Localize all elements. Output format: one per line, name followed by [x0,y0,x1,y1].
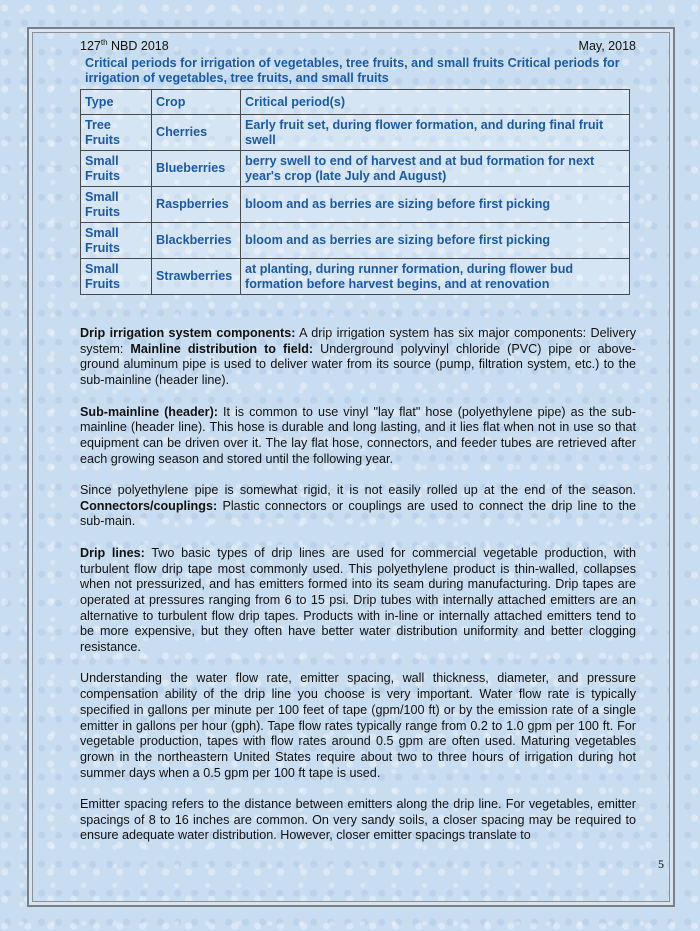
cell-period: Early fruit set, during flower formation, and during final fruit swell [241,115,630,151]
running-header [80,38,636,54]
cell-type: Small Fruits [81,259,152,295]
cell-period: berry swell to end of harvest and at bud formation for next year's crop (late July and August) [241,151,630,187]
cell-type: Small Fruits [81,187,152,223]
col-header-period: Critical period(s) [241,90,630,115]
header-issue-suffix: th [100,37,108,47]
paragraph-connectors [80,483,636,530]
cell-type: Small Fruits [81,223,152,259]
cell-crop: Blackberries [152,223,241,259]
cell-crop: Cherries [152,115,241,151]
cell-period: bloom and as berries are sizing before first picking [241,187,630,223]
cell-period: at planting, during runner formation, during flower bud formation before harvest begins, and at renovation [241,259,630,295]
heading-submainline: Sub-mainline (header): [80,404,218,419]
heading-driplines: Drip lines: [80,545,145,560]
text-submainline: It is common to use vinyl "lay flat" hose (polyethylene pipe) as the sub-mainline (header line). This hose is durable and long lasting, and it lies flat when not in use so that equipment can be driven over it. The lay flat hose, connectors, and feeder tubes are retrieved after each growing season and stored until the following year. [80,404,636,466]
paragraph-emitter-spacing: Emitter spacing refers to the distance between emitters along the drip line. For vegetables, emitter spacings of 8 to 16 inches are common. On very sandy soils, a closer spacing may be required to ensure adequate water distribution. However, closer emitter spacings translate to [80,797,636,843]
cell-type: Tree Fruits [81,115,152,151]
text-driplines: Two basic types of drip lines are used for commercial vegetable production, with turbulent flow drip tape most commonly used. This polyethylene product is thin-walled, collapses when not pressurized, and has emitters formed into its seam during manufacturing. Drip tapes are operated at pressures ranging from 6 to 15 psi. Drip tubes with internally attached emitters are an alternative to turbulent flow drip tapes. Products with in-line or internally attached emitters tend to be more expensive, but they often have better water distribution uniformity and better clogging resistance. [80,545,636,655]
cell-type: Small Fruits [81,151,152,187]
table-row [81,223,630,259]
paragraph-driplines [80,546,636,656]
document-page [80,38,636,860]
col-header-type: Type [81,90,152,115]
heading-connectors: Connectors/couplings: [80,498,218,513]
paragraph-components [80,326,636,389]
table-row [81,115,630,151]
header-issue-number: 127 [80,39,101,53]
body-text [80,326,636,844]
table-row [81,151,630,187]
heading-mainline: Mainline distribution to field: [130,341,314,356]
table-row [81,187,630,223]
text-components: A drip irrigation system has six major components: Delivery system: [80,326,636,356]
heading-components: Drip irrigation system components: [80,326,296,340]
header-publication: NBD 2018 [107,39,169,53]
paragraph-submainline [80,405,636,468]
paragraph-flowrate: Understanding the water flow rate, emitter spacing, wall thickness, diameter, and pressure compensation ability of the drip line you choose is very important. Water flow rate is typically specified in gallons per minute per 100 feet of tape (gpm/100 ft) or by the emission rate of a single emitter in gallons per hour (gph). Tape flow rates typically range from 0.2 to 1.0 gpm per 100 ft. For vegetable production, tapes with flow rates around 0.5 gpm are often used. Maturing vegetables grown in the northeastern United States require about two to three hours of irrigation during hot summer days when a 0.5 gpm per 100 ft tape is used. [80,671,636,780]
table-caption: Critical periods for irrigation of vegetables, tree fruits, and small fruits Critical periods for irrigation of vegetables, tree fruits, and small fruits [85,56,620,85]
col-header-crop: Crop [152,90,241,115]
text-pipe: Since polyethylene pipe is somewhat rigid, it is not easily rolled up at the end of the season. [80,483,636,497]
critical-periods-table [80,89,630,295]
cell-crop: Blueberries [152,151,241,187]
cell-crop: Strawberries [152,259,241,295]
table-row [81,259,630,295]
cell-period: bloom and as berries are sizing before first picking [241,223,630,259]
page-number: 5 [658,857,664,871]
text-mainline: Underground polyvinyl chloride (PVC) pipe or above-ground aluminum pipe is used to deliver water from its source (pump, filtration system, etc.) to the sub-mainline (header line). [80,341,636,388]
header-left [80,38,169,54]
text-connectors: Plastic connectors or couplings are used to connect the drip line to the sub-main. [80,498,636,529]
cell-crop: Raspberries [152,187,241,223]
header-date: May, 2018 [578,39,636,53]
